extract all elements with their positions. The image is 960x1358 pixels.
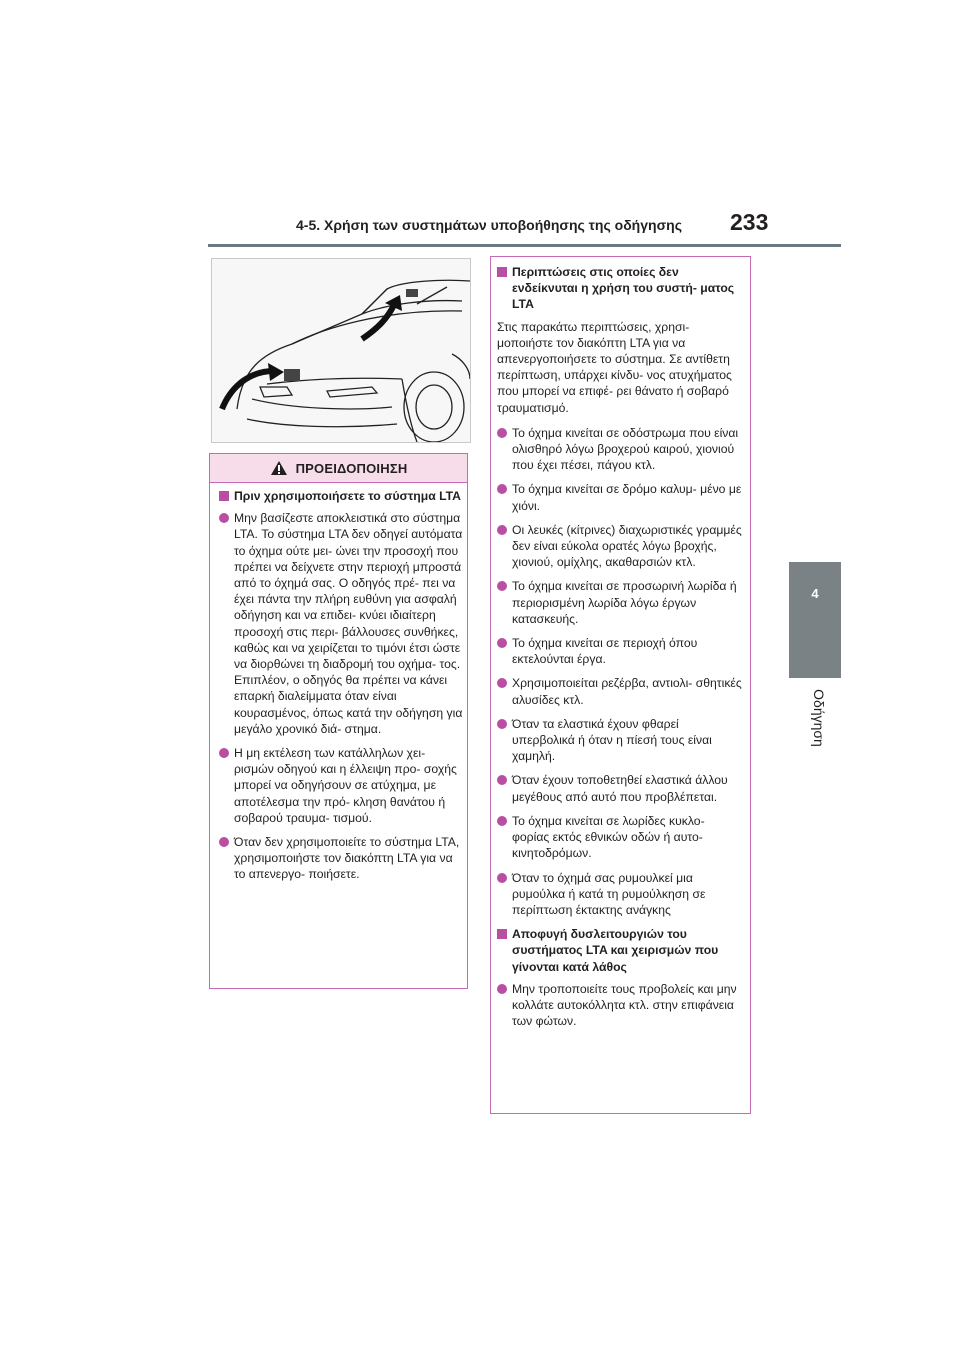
warning-title: ΠΡΟΕΙΔΟΠΟΙΗΣΗ: [295, 460, 408, 476]
section-title: 4-5. Χρήση των συστημάτων υποβοήθησης της οδήγησης: [296, 217, 682, 233]
warning-triangle-icon: [270, 460, 288, 476]
warning-header: [210, 454, 467, 483]
warning-heading: Πριν χρησιμοποιήσετε το σύστημα LTA: [219, 488, 463, 504]
warning-bullet: Όταν δεν χρησιμοποιείτε το σύστημα LTA, χρησιμοποιήστε τον διακόπτη LTA για να το απενεργο- ποιήσετε.: [219, 834, 463, 883]
list-item: Όταν έχουν τοποθετηθεί ελαστικά άλλου μεγέθους από αυτό που προβλέπεται.: [497, 772, 743, 804]
intro-paragraph: Στις παρακάτω περιπτώσεις, χρησι- μοποιήστε τον διακόπτη LTA για να απενεργοποιήσετε το σύστημα. Σε αντίθετη περίπτωση, υπάρχει κίνδυ- νος ατυχήματος που μπορεί να επιφέ- ρει θάνατο ή σοβαρό τραυματισμό.: [497, 319, 732, 415]
list-item: Το όχημα κινείται σε προσωρινή λωρίδα ή περιορισμένη λωρίδα λόγω έργων κατασκευής.: [497, 578, 743, 627]
list-item: Όταν το όχημά σας ρυμουλκεί μια ρυμούλκα ή κατά τη ρυμούλκηση σε περίπτωση έκτακτης ανάγκης: [497, 870, 743, 919]
list-item: Το όχημα κινείται σε οδόστρωμα που είναι ολισθηρό λόγω βροχερού καιρού, χιονιού που έχει πέσει, πάγου κτλ.: [497, 425, 743, 474]
list-item: Μην τροποποιείτε τους προβολείς και μην κολλάτε αυτοκόλλητα κτλ. στην επιφάνεια των φώτων.: [497, 981, 743, 1030]
warning-bullet: Η μη εκτέλεση των κατάλληλων χει- ρισμών οδηγού και η έλλειψη προ- σοχής μπορεί να οδηγήσουν σε ατύχημα, με αποτέλεσμα την πρό- κληση θανάτου ή σοβαρού τραυμα- τισμού.: [219, 745, 463, 826]
right-column: [497, 264, 743, 1037]
list-item: Χρησιμοποιείται ρεζέρβα, αντιολι- σθητικές αλυσίδες κτλ.: [497, 675, 743, 707]
section-heading: Αποφυγή δυσλειτουργιών του συστήματος LTA και χειρισμών που γίνονται κατά λάθος: [497, 926, 743, 975]
section-heading: Περιπτώσεις στις οποίες δεν ενδείκνυται η χρήση του συστή- ματος LTA: [497, 264, 743, 313]
list-item: Οι λευκές (κίτρινες) διαχωριστικές γραμμές δεν είναι εύκολα ορατές λόγω βροχής, χιονιού, ομίχλης, ακαθαρσιών κτλ.: [497, 522, 743, 571]
warning-box: [209, 453, 468, 989]
chapter-number: 4: [811, 586, 819, 601]
list-item: Όταν τα ελαστικά έχουν φθαρεί υπερβολικά ή όταν η πίεσή τους είναι χαμηλή.: [497, 716, 743, 765]
list-item: Το όχημα κινείται σε περιοχή όπου εκτελούνται έργα.: [497, 635, 743, 667]
page-number: 233: [730, 209, 769, 235]
warning-body: [219, 488, 463, 891]
header-rule: [208, 244, 841, 247]
chapter-tab: [789, 562, 841, 678]
list-item: Το όχημα κινείται σε λωρίδες κυκλο- φορίας εκτός εθνικών οδών ή αυτο- κινητοδρόμων.: [497, 813, 743, 862]
chapter-label: Οδήγηση: [811, 689, 827, 747]
warning-bullet: Μην βασίζεστε αποκλειστικά στο σύστημα LTA. Το σύστημα LTA δεν οδηγεί αυτόματα το όχημα ούτε μει- ώνει την προσοχή που πρέπει να δείχνετε στην περιοχή μπροστά από το όχημά σας. Ο οδηγός πρέ- πει να έχει πάντα την πλήρη ευθύνη για ασφαλή οδήγηση και να επιδει- κνύει ιδιαίτερη προσοχή στις περι- βάλλουσες συνθήκες, καθώς και να χειρίζεται το τιμόνι έτσι ώστε να διορθώνει τη διαδρομή του οχήμα- τος. Επιπλέον, ο οδηγός θα πρέπει να κάνει επαρκή διαλείμματα όταν είναι κουρασμένος, όπως κατά την οδήγηση για μεγάλο χρονικό διά- στημα.: [219, 510, 463, 737]
list-item: Το όχημα κινείται σε δρόμο καλυμ- μένο με χιόνι.: [497, 481, 743, 513]
car-sensor-illustration: [211, 258, 471, 443]
